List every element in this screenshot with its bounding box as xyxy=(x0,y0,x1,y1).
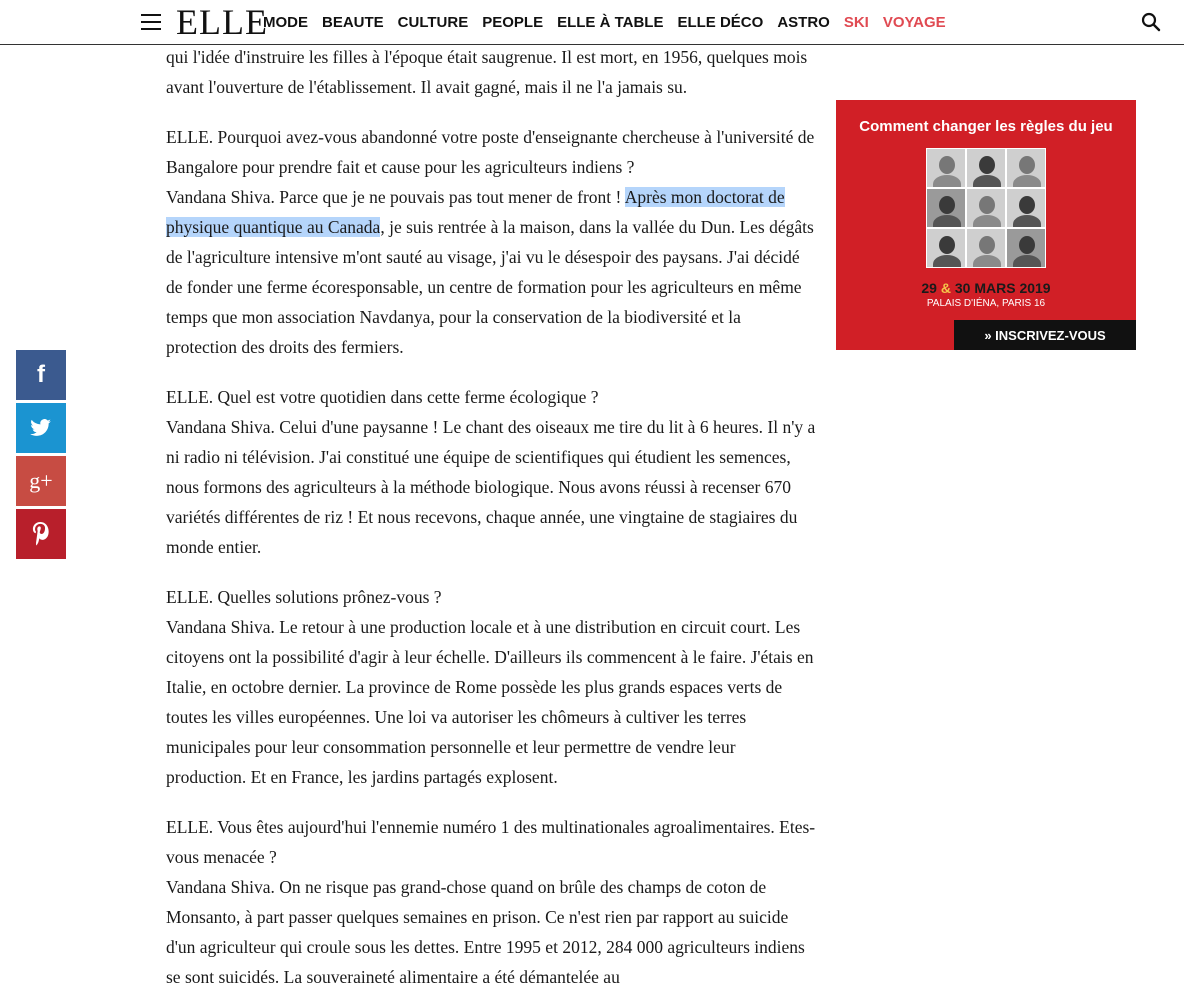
nav-item-ski[interactable]: SKI xyxy=(843,13,869,31)
interview-question: ELLE. Pourquoi avez-vous abandonné votre poste d'enseignante chercheuse à l'université de Bangalore pour prendre fait et cause pour les agriculteurs indiens ? xyxy=(166,127,815,177)
ad-event-venue: PALAIS D'IÉNA, PARIS 16 xyxy=(926,298,1046,309)
elle-logo[interactable]: ELLE xyxy=(176,2,268,42)
facebook-share-button[interactable] xyxy=(16,350,66,400)
nav-item-astro[interactable]: ASTRO xyxy=(777,13,830,31)
main-nav xyxy=(263,0,960,44)
portrait-image xyxy=(1006,148,1046,188)
pinterest-icon xyxy=(32,522,50,546)
event-advertisement[interactable] xyxy=(836,100,1136,350)
interview-answer: Vandana Shiva. Celui d'une paysanne ! Le chant des oiseaux me tire du lit à 6 heures. Il n'y a ni radio ni télévision. J'ai constitué une équipe de scientifiques qui étudient les semences, nous formons des agriculteurs à la méthode biologique. Nous avons réussi à recenser 670 variétés différentes de riz ! Et nous recevons, chaque année, une vingtaine de stagiaires du monde entier. xyxy=(166,417,816,557)
portrait-image xyxy=(926,148,966,188)
interview-answer: Vandana Shiva. On ne risque pas grand-chose quand on brûle des champs de coton de Monsanto, à part passer quelques semaines en prison. Ce n'est rien par rapport au suicide d'un agriculteur qui croule sous les dettes. Entre 1995 et 2012, 284 000 agriculteurs indiens se sont suicidés. La souveraineté alimentaire a été démantelée au xyxy=(166,877,805,987)
portrait-image xyxy=(1006,188,1046,228)
ad-register-button[interactable]: » INSCRIVEZ-VOUS xyxy=(954,320,1136,350)
ad-title: Comment changer les règles du jeu xyxy=(859,118,1113,135)
google-plus-icon: g+ xyxy=(29,468,53,493)
pinterest-share-button[interactable] xyxy=(16,509,66,559)
nav-item-voyage[interactable]: VOYAGE xyxy=(882,13,946,31)
interview-question: ELLE. Vous êtes aujourd'hui l'ennemie numéro 1 des multinationales agroalimentaires. Etes-vous menacée ? xyxy=(166,817,816,867)
twitter-icon xyxy=(30,419,52,437)
article-paragraph xyxy=(166,382,816,562)
ad-event-dates: 29 & 30 MARS 2019 xyxy=(921,280,1051,296)
interview-answer: Vandana Shiva. Le retour à une production locale et à une distribution en circuit court. Les citoyens ont la possibilité d'agir à leur échelle. D'ailleurs ils commencent à le faire. J'étais en Italie, en octobre dernier. La province de Rome possède les plus grands espaces verts de toutes les villes européennes. Une loi va autoriser les chômeurs à cultiver les terres municipales pour leur consommation personnelle et leur permettre de vendre leur production. Et en France, les jardins partagés explosent. xyxy=(166,617,814,787)
portrait-image xyxy=(1006,228,1046,268)
ad-portrait-grid xyxy=(926,148,1046,268)
portrait-image xyxy=(966,228,1006,268)
portrait-image xyxy=(966,188,1006,228)
google-plus-share-button[interactable] xyxy=(16,456,66,506)
nav-item-elle-deco[interactable]: ELLE DÉCO xyxy=(677,13,764,31)
selected-text-highlight[interactable]: Après mon doctorat de physique quantique au Canada xyxy=(166,187,785,237)
facebook-icon: f xyxy=(37,361,45,388)
article-body xyxy=(166,42,816,997)
nav-item-beaute[interactable]: BEAUTE xyxy=(322,13,384,31)
portrait-image xyxy=(966,148,1006,188)
nav-item-mode[interactable]: MODE xyxy=(263,13,308,31)
article-paragraph: qui l'idée d'instruire les filles à l'époque était saugrenue. Il est mort, en 1956, quelques mois avant l'ouverture de l'établissement. Il avait gagné, mais il ne l'a jamais su. xyxy=(166,47,808,97)
portrait-image xyxy=(926,188,966,228)
social-share-bar xyxy=(16,350,66,562)
nav-item-elle-a-table[interactable]: ELLE À TABLE xyxy=(557,13,664,31)
interview-answer-rest: , je suis rentrée à la maison, dans la vallée du Dun. Les dégâts de l'agriculture intensive m'ont sauté au visage, j'ai vu le désespoir des paysans. J'ai décidé de fonder une ferme écoresponsable, un centre de formation pour les agriculteurs en même temps que mon association Navdanya, pour la conservation de la biodiversité et la protection des droits des fermiers. xyxy=(166,217,814,357)
portrait-image xyxy=(926,228,966,268)
nav-item-culture[interactable]: CULTURE xyxy=(397,13,469,31)
top-navigation-bar xyxy=(0,0,1184,45)
article-paragraph xyxy=(166,812,816,992)
twitter-share-button[interactable] xyxy=(16,403,66,453)
interview-question: ELLE. Quel est votre quotidien dans cette ferme écologique ? xyxy=(166,387,599,407)
menu-icon[interactable] xyxy=(141,14,161,30)
interview-answer-start: Vandana Shiva. Parce que je ne pouvais pas tout mener de front ! xyxy=(166,187,625,207)
search-icon[interactable] xyxy=(1141,12,1161,32)
article-paragraph xyxy=(166,582,816,792)
interview-question: ELLE. Quelles solutions prônez-vous ? xyxy=(166,587,442,607)
article-paragraph xyxy=(166,122,816,362)
nav-item-people[interactable]: PEOPLE xyxy=(482,13,544,31)
